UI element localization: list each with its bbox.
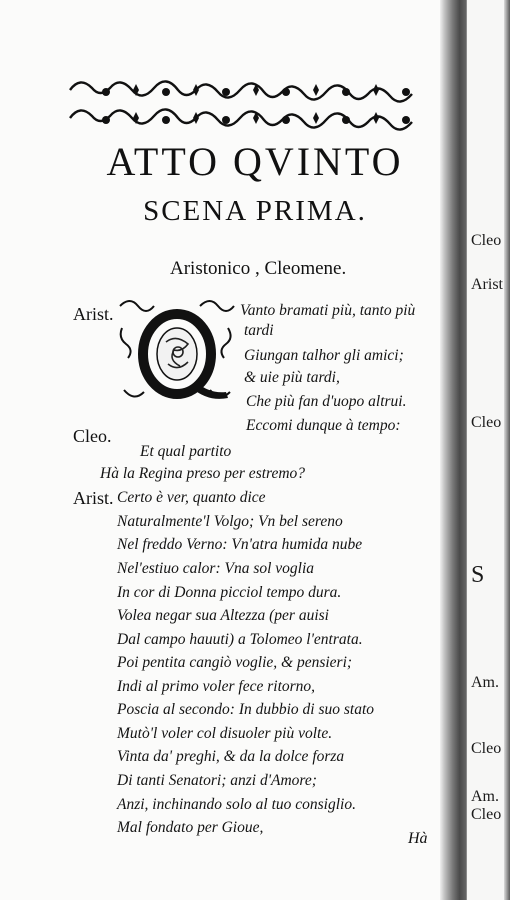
verse-line: Che più fan d'uopo altrui.: [246, 393, 407, 410]
verse-line: & uie più tardi,: [244, 369, 340, 386]
facing-page-word: S: [471, 562, 485, 588]
verse-line: Anzi, inchinando solo al tuo consiglio.: [117, 796, 356, 813]
facing-page-word: Cleo: [471, 806, 502, 823]
verse-line: Poscia al secondo: In dubbio di suo stato: [117, 701, 375, 718]
verse-line: Vinta da' preghi, & da la dolce forza: [117, 748, 345, 765]
verse-line: Hà la Regina preso per estremo?: [100, 465, 306, 482]
characters-heading: Aristonico , Cleomene.: [170, 258, 347, 279]
verse-line: Volea negar sua Altezza (per auisi: [117, 607, 329, 624]
facing-page-word: Cleo: [471, 232, 502, 249]
verse-line: Dal campo hauuti) a Tolomeo l'entrata.: [117, 631, 363, 648]
facing-page-word: Am.: [471, 788, 499, 805]
page-edge-shadow: [504, 0, 510, 900]
facing-page-word: Arist: [471, 276, 503, 293]
catchword: Hà: [408, 830, 428, 847]
speaker-label: Arist.: [73, 488, 114, 508]
verse-line: tardi: [244, 322, 274, 339]
verse-line: Nel'estiuo calor: Vna sol voglia: [117, 560, 315, 577]
decorated-initial-q-icon: [118, 298, 236, 408]
speaker-label: Cleo.: [73, 426, 112, 446]
verse-line: Naturalmente'l Volgo; Vn bel sereno: [117, 513, 343, 530]
verse-line: Di tanti Senatori; anzi d'Amore;: [117, 772, 317, 789]
facing-page-word: Am.: [471, 674, 499, 691]
speaker-label: Arist.: [73, 304, 114, 324]
headpiece-ornament-icon: [66, 72, 440, 134]
verse-line: Certo è ver, quanto dice: [117, 489, 266, 506]
verse-line: Nel freddo Verno: Vn'atra humida nube: [117, 536, 363, 553]
book-gutter: [440, 0, 468, 900]
verse-line: Mal fondato per Gioue,: [117, 819, 264, 836]
verse-line: Vanto bramati più, tanto più: [240, 302, 416, 319]
scene-title: SCENA PRIMA.: [143, 195, 367, 227]
verse-line: Giungan talhor gli amici;: [244, 347, 404, 364]
verse-line: In cor di Donna picciol tempo dura.: [117, 584, 342, 601]
verse-line: Mutò'l voler col disuoler più volte.: [117, 725, 333, 742]
verse-line: Eccomi dunque à tempo:: [246, 417, 401, 434]
verse-line: Et qual partito: [140, 443, 232, 460]
act-title: ATTO QVINTO: [106, 139, 404, 184]
facing-page-word: Cleo: [471, 414, 502, 431]
facing-page-word: Cleo: [471, 740, 502, 757]
verse-line: Indi al primo voler fece ritorno,: [117, 678, 316, 695]
verse-line: Poi pentita cangiò voglie, & pensieri;: [117, 654, 353, 671]
